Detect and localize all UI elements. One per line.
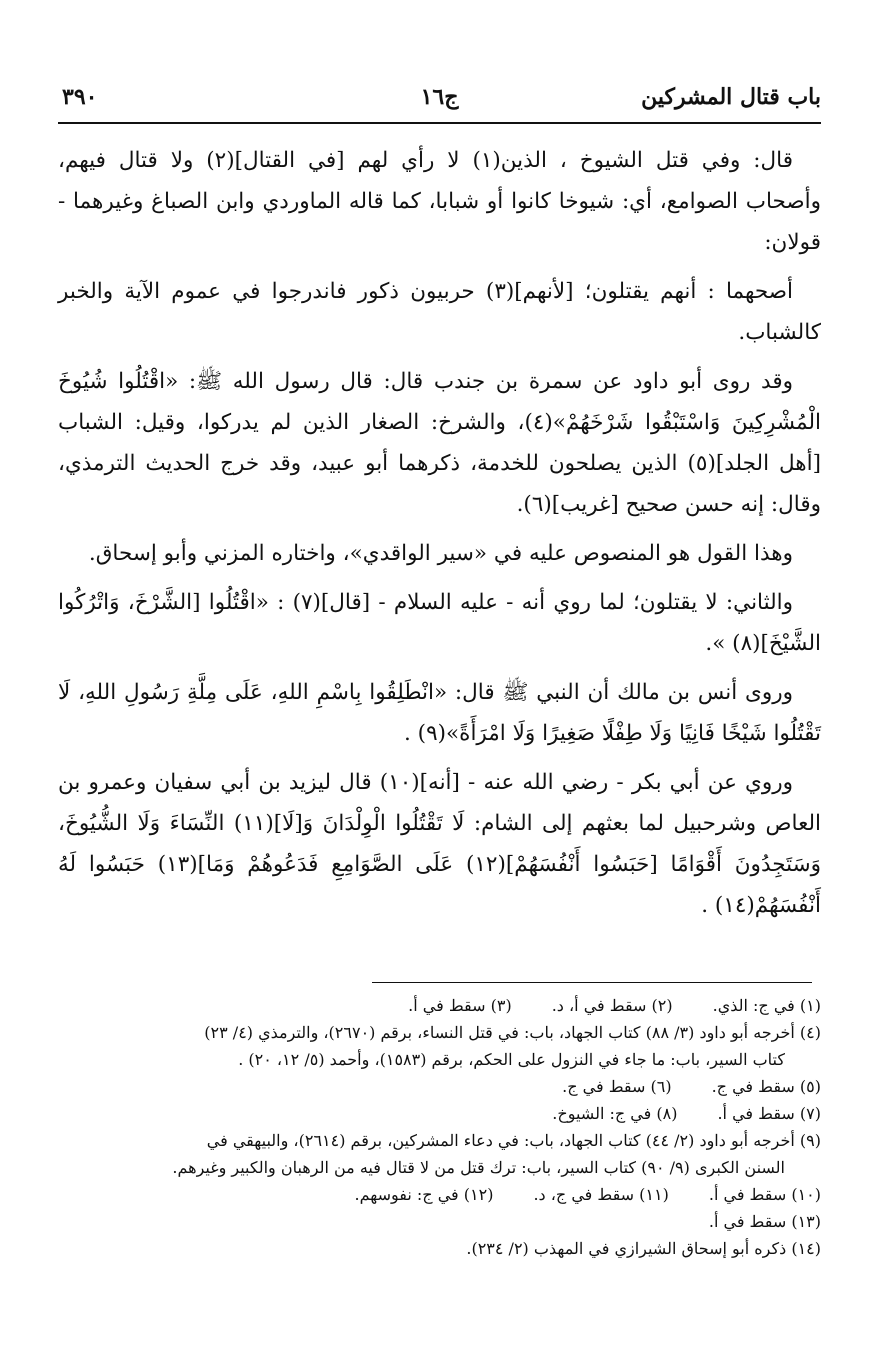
- footnote-14: (١٤) ذكره أبو إسحاق الشيرازي في المهذب (٢/ ٢٣٤).: [466, 1239, 821, 1258]
- footnote-8: (٨) في ج: الشيوخ.: [552, 1104, 678, 1123]
- paragraph-4: وهذا القول هو المنصوص عليه في «سير الواقدي»، واختاره المزني وأبو إسحاق.: [88, 541, 793, 566]
- footnote-11: (١١) سقط في ج، د.: [533, 1185, 669, 1204]
- footnote-row: [58, 1100, 821, 1127]
- paragraph-7: وروي عن أبي بكر - رضي الله عنه - [أنه](١٠) قال ليزيد بن أبي سفيان وعمرو بن العاص وشرحبيل لما بعثهم إلى الشام: لَا تَقْتُلُوا الْوِلْدَانَ وَ[لَا](١١) النِّسَاءَ وَلَا الشُّيُوخَ، وَسَتَجِدُونَ أَقْوَامًا [حَبَسُوا أَنْفُسَهُمْ](١٢) عَلَى الصَّوَامِعِ فَدَعُوهُمْ وَمَا](١٣) حَبَسُوا لَهُ أَنْفُسَهُمْ(١٤) .: [58, 770, 821, 918]
- footnote-13: (١٣) سقط في أ.: [708, 1212, 821, 1231]
- footnote-12: (١٢) في ج: نفوسهم.: [354, 1185, 494, 1204]
- header-rule: [58, 122, 821, 124]
- footnote-10: (١٠) سقط في أ.: [708, 1185, 821, 1204]
- footnote-7: (٧) سقط في أ.: [717, 1104, 821, 1123]
- footnote-1: (١) في ج: الذي.: [712, 996, 821, 1015]
- footnote-3: (٣) سقط في أ.: [408, 996, 512, 1015]
- paragraph-6: وروى أنس بن مالك أن النبي ﷺ قال: «انْطَلِقُوا بِاسْمِ اللهِ، عَلَى مِلَّةِ رَسُولِ اللهِ، لَا تَقْتُلُوا شَيْخًا فَانِيًا وَلَا طِفْلًا صَغِيرًا وَلَا امْرَأَةً»(٩) .: [58, 680, 821, 746]
- footnote-2: (٢) سقط في أ، د.: [551, 996, 673, 1015]
- page-number: ٣٩٠: [62, 84, 98, 110]
- main-text: [58, 140, 821, 934]
- paragraph-1: قال: وفي قتل الشيوخ ، الذين(١) لا رأي لهم [في القتال](٢) ولا قتال فيهم، وأصحاب الصوامع، أي: شيوخا كانوا أو شبابا، كما قاله الماوردي وابن الصباغ وغيرهما - قولان:: [58, 148, 821, 255]
- footnote-rule: [372, 982, 812, 983]
- footnote-9: (٩) أخرجه أبو داود (٢/ ٤٤) كتاب الجهاد، باب: في دعاء المشركين، برقم (٢٦١٤)، والبيهقي في: [206, 1131, 821, 1150]
- footnote-6: (٦) سقط في ج.: [562, 1077, 672, 1096]
- paragraph-5: والثاني: لا يقتلون؛ لما روي أنه - عليه السلام - [قال](٧) : «اقْتُلُوا [الشَّرْخَ، وَاتْرُكُوا الشَّيْخَ](٨) ».: [58, 590, 821, 656]
- footnotes: [58, 992, 821, 1262]
- footnote-row: [58, 1181, 821, 1208]
- footnote-4: (٤) أخرجه أبو داود (٣/ ٨٨) كتاب الجهاد، باب: في قتل النساء، برقم (٢٦٧٠)، والترمذي (٤/ ٢٣): [204, 1023, 821, 1042]
- section-title: باب قتال المشركين: [641, 84, 821, 110]
- paragraph-2: أصحهما : أنهم يقتلون؛ [لأنهم](٣) حربيون ذكور فاندرجوا في عموم الآية والخبر كالشباب.: [58, 279, 821, 345]
- page-header: [58, 78, 821, 118]
- footnote-5: (٥) سقط في ج.: [711, 1077, 821, 1096]
- footnote-row: [58, 992, 821, 1019]
- footnote-4-continued: كتاب السير، باب: ما جاء في النزول على الحكم، برقم (١٥٨٣)، وأحمد (٥/ ١٢، ٢٠) .: [238, 1050, 785, 1069]
- volume-number: ج١٦: [420, 84, 459, 110]
- footnote-row: [58, 1073, 821, 1100]
- paragraph-3: وقد روى أبو داود عن سمرة بن جندب قال: قال رسول الله ﷺ: «اقْتُلُوا شُيُوخَ الْمُشْرِكِينَ وَاسْتَبْقُوا شَرْخَهُمْ»(٤)، والشرخ: الصغار الذين لم يدركوا، وقيل: الشباب [أهل الجلد](٥) الذين يصلحون للخدمة، ذكرهما أبو عبيد، وقد خرج الحديث الترمذي، وقال: إنه حسن صحيح [غريب](٦).: [58, 369, 822, 517]
- footnote-9-continued: السنن الكبرى (٩/ ٩٠) كتاب السير، باب: ترك قتل من لا قتال فيه من الرهبان والكبير وغيرهم.: [172, 1158, 785, 1177]
